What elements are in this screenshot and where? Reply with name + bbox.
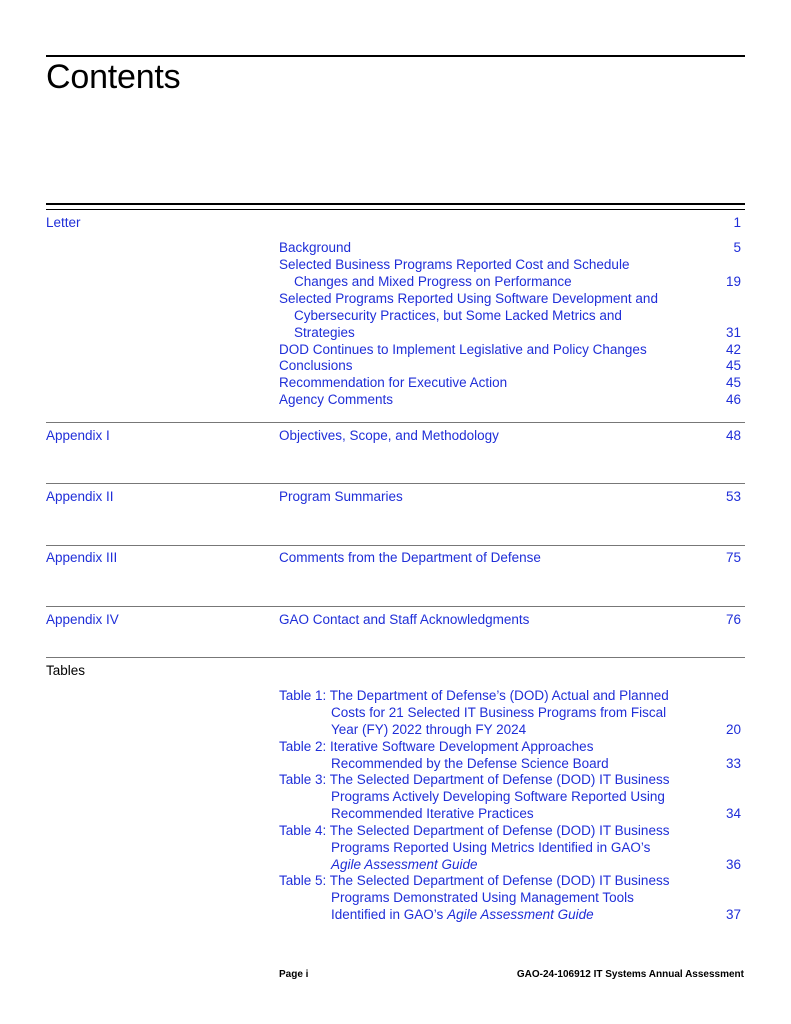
- table-title-line: Recommended by the Defense Science Board: [331, 756, 609, 771]
- table-title-line: The Selected Department of Defense (DOD) IT Business: [329, 823, 670, 838]
- toc-table-page[interactable]: 34: [725, 806, 741, 821]
- table-title-line: Costs for 21 Selected IT Business Programs from Fiscal: [331, 705, 667, 720]
- section-divider: [46, 657, 745, 658]
- toc-appendix-title[interactable]: GAO Contact and Staff Acknowledgments: [279, 612, 530, 627]
- toc-entry-conclusions[interactable]: [279, 357, 353, 374]
- table-title-line: The Selected Department of Defense (DOD) IT Business: [329, 772, 670, 787]
- toc-entry-line: Recommendation for Executive Action: [279, 375, 508, 390]
- toc-appendix-title[interactable]: Comments from the Department of Defense: [279, 550, 541, 565]
- table-title-line: The Selected Department of Defense (DOD) IT Business: [329, 873, 670, 888]
- section-divider: [46, 483, 745, 484]
- toc-entry-page[interactable]: 45: [725, 375, 741, 390]
- section-divider: [46, 606, 745, 607]
- toc-appendix-page[interactable]: 53: [725, 489, 741, 504]
- toc-appendix-label[interactable]: Appendix III: [46, 550, 118, 565]
- table-prefix: Table 3:: [279, 772, 330, 787]
- table-title-line: Programs Reported Using Metrics Identified in GAO’s: [331, 840, 651, 855]
- table-prefix: Table 1:: [279, 688, 330, 703]
- toc-entry-page[interactable]: 45: [725, 358, 741, 373]
- toc-entry-page[interactable]: 42: [725, 342, 741, 357]
- toc-table-5[interactable]: [279, 872, 669, 923]
- table-title-line: The Department of Defense’s (DOD) Actual and Planned: [329, 688, 669, 703]
- toc-entry-line: Selected Programs Reported Using Software Development and: [279, 291, 658, 306]
- toc-table-2[interactable]: [279, 738, 609, 772]
- toc-entry-page[interactable]: 31: [725, 325, 741, 340]
- toc-entry-cost-schedule[interactable]: [279, 256, 629, 290]
- section-divider: [46, 545, 745, 546]
- table-title-line: Programs Demonstrated Using Management Tools: [331, 890, 634, 905]
- table-title-line: Recommended Iterative Practices: [331, 806, 534, 821]
- table-title-italic: Agile Assessment Guide: [447, 907, 594, 922]
- toc-double-rule-top: [46, 203, 745, 205]
- toc-appendix-label[interactable]: Appendix II: [46, 489, 114, 504]
- footer-report-id: GAO-24-106912 IT Systems Annual Assessment: [516, 969, 744, 980]
- toc-entry-page[interactable]: 19: [725, 274, 741, 289]
- table-title-line: Agile Assessment Guide: [331, 857, 478, 872]
- toc-appendix-label[interactable]: Appendix I: [46, 428, 110, 443]
- toc-entry-line: Selected Business Programs Reported Cost and Schedule: [279, 257, 630, 272]
- toc-table-4[interactable]: [279, 822, 669, 873]
- toc-double-rule-bottom: [46, 209, 745, 210]
- toc-appendix-title[interactable]: Program Summaries: [279, 489, 403, 504]
- page-title: Contents: [46, 58, 181, 96]
- table-title-line: Programs Actively Developing Software Reported Using: [331, 789, 665, 804]
- toc-entry-legislative[interactable]: [279, 341, 647, 358]
- toc-table-1[interactable]: [279, 687, 669, 738]
- toc-table-3[interactable]: [279, 771, 669, 822]
- table-prefix: Table 2:: [279, 739, 331, 754]
- toc-letter-page[interactable]: 1: [733, 215, 741, 230]
- table-title-line: Iterative Software Development Approaches: [330, 739, 594, 754]
- table-prefix: Table 5:: [279, 873, 330, 888]
- top-rule: [46, 55, 745, 57]
- toc-table-page[interactable]: 36: [725, 857, 741, 872]
- toc-table-page[interactable]: 33: [725, 756, 741, 771]
- tables-heading: Tables: [46, 663, 86, 678]
- toc-entry-line: Changes and Mixed Progress on Performance: [294, 274, 572, 289]
- toc-entry-line: Agency Comments: [279, 392, 394, 407]
- toc-table-page[interactable]: 20: [725, 722, 741, 737]
- toc-appendix-title[interactable]: Objectives, Scope, and Methodology: [279, 428, 499, 443]
- toc-entry-agency-comments[interactable]: [279, 391, 393, 408]
- toc-appendix-page[interactable]: 75: [725, 550, 741, 565]
- toc-appendix-label[interactable]: Appendix IV: [46, 612, 119, 627]
- toc-entry-page[interactable]: 46: [725, 392, 741, 407]
- toc-entry-background[interactable]: [279, 239, 351, 256]
- toc-appendix-page[interactable]: 48: [725, 428, 741, 443]
- toc-letter-link[interactable]: Letter: [46, 215, 81, 230]
- toc-entry-line: Cybersecurity Practices, but Some Lacked Metrics and: [294, 308, 622, 323]
- footer-page-number: Page i: [279, 969, 309, 980]
- toc-entry-recommendation[interactable]: [279, 374, 507, 391]
- toc-appendix-page[interactable]: 76: [725, 612, 741, 627]
- table-title-line: Year (FY) 2022 through FY 2024: [331, 722, 527, 737]
- toc-entry-line: Background: [279, 240, 352, 255]
- toc-entry-line: DOD Continues to Implement Legislative and Policy Changes: [279, 342, 647, 357]
- section-divider: [46, 422, 745, 423]
- table-prefix: Table 4:: [279, 823, 330, 838]
- toc-entry-line: Strategies: [294, 325, 355, 340]
- toc-entry-software-practices[interactable]: [279, 290, 658, 341]
- toc-entry-page[interactable]: 5: [733, 240, 741, 255]
- toc-entry-line: Conclusions: [279, 358, 353, 373]
- toc-table-page[interactable]: 37: [725, 907, 741, 922]
- table-title-line: Identified in GAO’s: [331, 907, 448, 922]
